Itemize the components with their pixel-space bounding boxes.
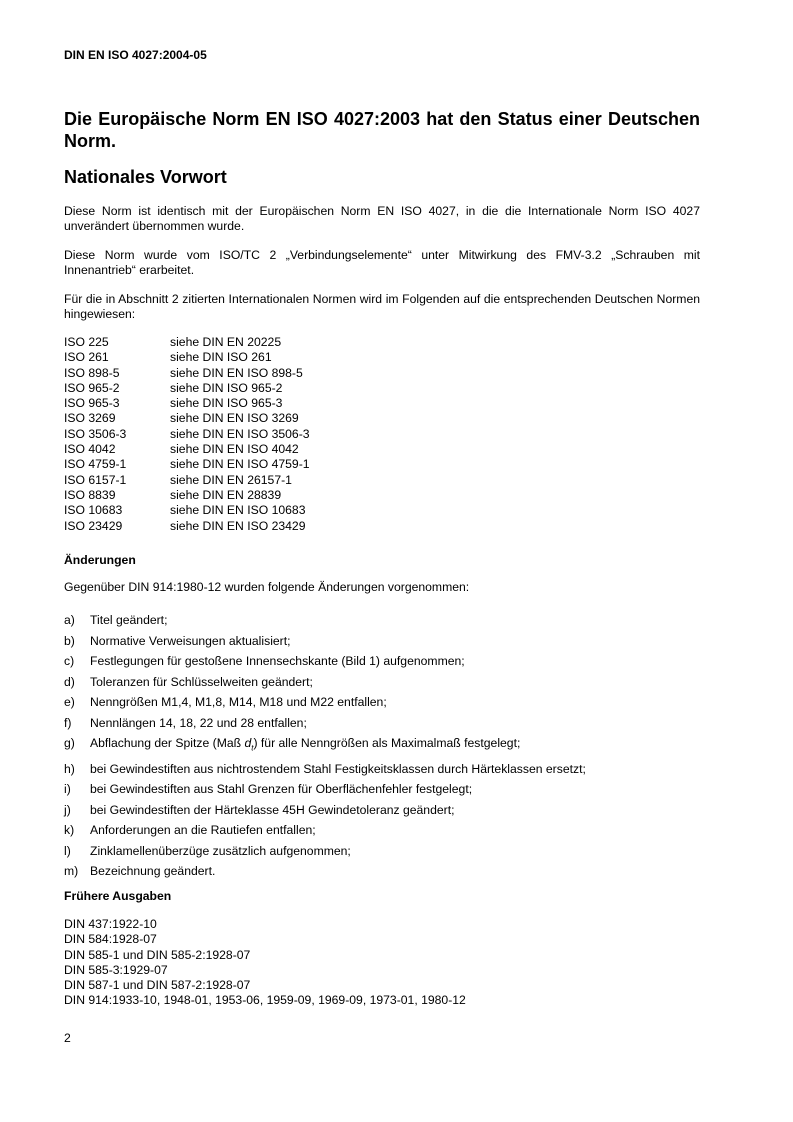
din-reference: siehe DIN EN ISO 3269 xyxy=(170,411,299,426)
din-reference: siehe DIN EN ISO 4042 xyxy=(170,442,299,457)
list-marker: i) xyxy=(64,782,71,797)
list-item-text: Normative Verweisungen aktualisiert; xyxy=(90,633,291,648)
list-item-text: Festlegungen für gestoßene Innensechskante (Bild 1) aufgenommen; xyxy=(90,654,465,668)
iso-reference: ISO 3269 xyxy=(64,411,116,426)
list-marker: k) xyxy=(64,823,75,838)
iso-reference: ISO 965-3 xyxy=(64,396,120,411)
din-reference: siehe DIN EN ISO 898-5 xyxy=(170,365,303,380)
list-item-text: bei Gewindestiften der Härteklasse 45H Gewindetoleranz geändert; xyxy=(90,802,455,817)
list-marker: j) xyxy=(64,802,71,817)
list-marker: d) xyxy=(64,674,75,689)
previous-editions-list xyxy=(64,917,466,1009)
reference-row xyxy=(64,488,310,503)
dimension-symbol: d xyxy=(244,736,252,750)
foreword-paragraph-3: Für die in Abschnitt 2 zitierten Internationalen Normen wird im Folgenden auf die entsprechenden Deutschen Normen hingewiesen: xyxy=(64,292,700,321)
list-item-text: Zinklamellenüberzüge zusätzlich aufgenommen; xyxy=(90,843,351,858)
changes-heading: Änderungen xyxy=(64,553,136,567)
din-reference: siehe DIN EN ISO 23429 xyxy=(170,518,306,533)
din-reference: siehe DIN EN 28839 xyxy=(170,487,282,502)
din-reference: siehe DIN EN ISO 10683 xyxy=(170,503,306,518)
list-item xyxy=(64,779,586,800)
din-reference: siehe DIN EN ISO 3506-3 xyxy=(170,426,310,441)
reference-row xyxy=(64,381,310,396)
edition-line: DIN 587-1 und DIN 587-2:1928-07 xyxy=(64,978,251,993)
list-marker: g) xyxy=(64,736,75,750)
edition-line: DIN 914:1933-10, 1948-01, 1953-06, 1959-09, 1969-09, 1973-01, 1980-12 xyxy=(64,993,466,1008)
list-marker: e) xyxy=(64,695,75,709)
list-item-text-end: ) für alle Nenngrößen als Maximalmaß festgelegt; xyxy=(253,736,521,750)
reference-row xyxy=(64,335,310,350)
iso-reference: ISO 8839 xyxy=(64,487,116,502)
list-item xyxy=(64,713,586,734)
document-code-header: DIN EN ISO 4027:2004-05 xyxy=(64,48,207,62)
list-item xyxy=(64,820,586,841)
list-item xyxy=(64,631,586,652)
foreword-paragraph-1: Diese Norm ist identisch mit der Europäischen Norm EN ISO 4027, in die die Internationale Norm ISO 4027 unverändert übernommen wurde. xyxy=(64,204,700,233)
edition-line: DIN 585-3:1929-07 xyxy=(64,962,168,977)
iso-reference: ISO 23429 xyxy=(64,518,123,533)
list-item-text: bei Gewindestiften aus nichtrostendem Stahl Festigkeitsklassen durch Härteklassen ersetzt; xyxy=(90,761,586,776)
iso-reference: ISO 10683 xyxy=(64,503,123,518)
list-item-text: Anforderungen an die Rautiefen entfallen; xyxy=(90,823,316,838)
list-item-text: Nennlängen 14, 18, 22 und 28 entfallen; xyxy=(90,715,307,730)
list-item xyxy=(64,861,586,882)
list-marker: b) xyxy=(64,633,75,648)
list-item-text: Titel geändert; xyxy=(90,613,168,627)
reference-row xyxy=(64,366,310,381)
list-item-text: Nenngrößen M1,4, M1,8, M14, M18 und M22 entfallen; xyxy=(90,695,387,709)
page-number: 2 xyxy=(64,1031,71,1045)
list-item xyxy=(64,610,586,631)
list-item-text: bei Gewindestiften aus Stahl Grenzen für Oberflächenfehler festgelegt; xyxy=(90,782,473,797)
reference-row xyxy=(64,411,310,426)
reference-row xyxy=(64,503,310,518)
list-item xyxy=(64,733,586,759)
din-reference: siehe DIN ISO 965-3 xyxy=(170,396,283,411)
edition-line: DIN 584:1928-07 xyxy=(64,932,157,947)
list-marker: a) xyxy=(64,613,75,627)
iso-reference: ISO 261 xyxy=(64,350,109,365)
reference-row xyxy=(64,442,310,457)
list-marker: l) xyxy=(64,843,71,858)
list-item-text-start: Abflachung der Spitze (Maß xyxy=(90,736,245,750)
status-heading: Die Europäische Norm EN ISO 4027:2003 hat den Status einer Deutschen Norm. xyxy=(64,109,700,151)
list-item xyxy=(64,692,586,713)
din-reference: siehe DIN EN ISO 4759-1 xyxy=(170,457,310,472)
list-item-text xyxy=(90,733,520,759)
edition-line: DIN 437:1922-10 xyxy=(64,917,157,931)
list-item xyxy=(64,672,586,693)
iso-reference: ISO 965-2 xyxy=(64,380,120,395)
reference-row xyxy=(64,473,310,488)
list-item xyxy=(64,841,586,862)
dimension-symbol-subscript: t xyxy=(251,743,254,753)
changes-list xyxy=(64,610,586,882)
reference-row xyxy=(64,350,310,365)
iso-reference: ISO 225 xyxy=(64,335,109,349)
list-item-text: Toleranzen für Schlüsselweiten geändert; xyxy=(90,674,313,689)
iso-reference: ISO 898-5 xyxy=(64,365,120,380)
edition-line: DIN 585-1 und DIN 585-2:1928-07 xyxy=(64,947,251,962)
list-item xyxy=(64,759,586,780)
reference-row xyxy=(64,427,310,442)
reference-table xyxy=(64,335,310,534)
iso-reference: ISO 3506-3 xyxy=(64,426,127,441)
iso-reference: ISO 6157-1 xyxy=(64,472,127,487)
din-reference: siehe DIN EN 26157-1 xyxy=(170,472,292,487)
reference-row xyxy=(64,457,310,472)
iso-reference: ISO 4759-1 xyxy=(64,457,127,472)
din-reference: siehe DIN ISO 965-2 xyxy=(170,380,283,395)
reference-row xyxy=(64,519,310,534)
iso-reference: ISO 4042 xyxy=(64,442,116,457)
list-marker: m) xyxy=(64,864,79,879)
din-reference: siehe DIN ISO 261 xyxy=(170,350,272,365)
reference-row xyxy=(64,396,310,411)
list-item xyxy=(64,651,586,672)
changes-intro: Gegenüber DIN 914:1980-12 wurden folgende Änderungen vorgenommen: xyxy=(64,580,470,594)
din-reference: siehe DIN EN 20225 xyxy=(170,335,282,349)
list-marker: f) xyxy=(64,715,72,730)
foreword-paragraph-2: Diese Norm wurde vom ISO/TC 2 „Verbindungselemente“ unter Mitwirkung des FMV-3.2 „Schrauben mit Innenantrieb“ erarbeitet. xyxy=(64,248,700,277)
list-marker: h) xyxy=(64,761,75,776)
list-item xyxy=(64,800,586,821)
list-marker: c) xyxy=(64,654,75,668)
national-foreword-heading: Nationales Vorwort xyxy=(64,167,227,187)
previous-editions-heading: Frühere Ausgaben xyxy=(64,889,172,903)
list-item-text: Bezeichnung geändert. xyxy=(90,864,216,879)
